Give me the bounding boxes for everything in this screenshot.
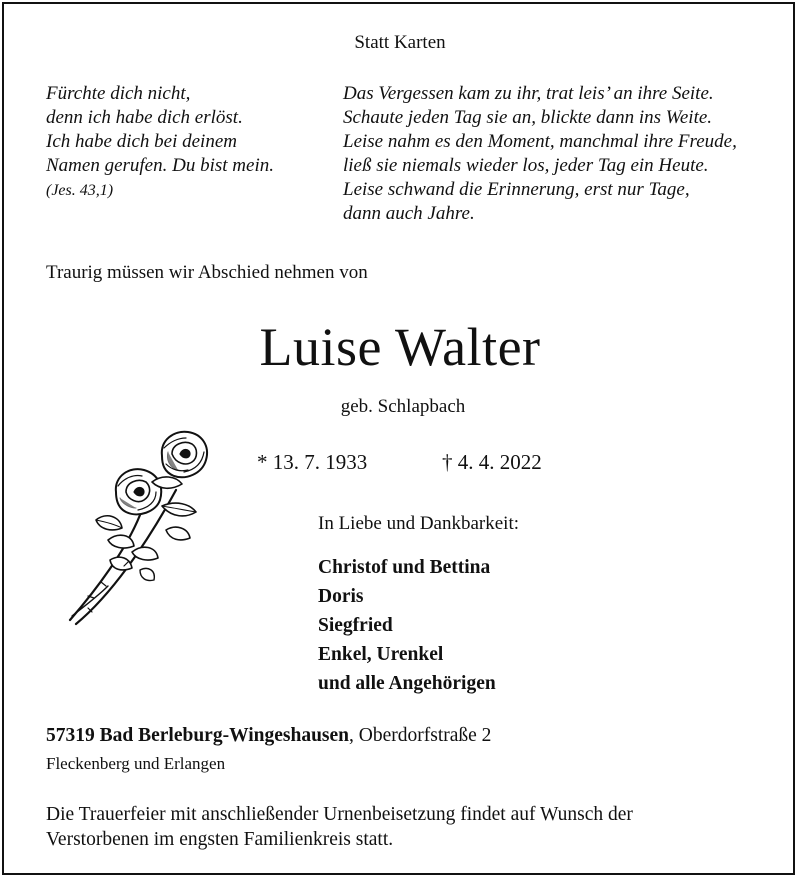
bible-verse	[46, 82, 274, 178]
death-date: † 4. 4. 2022	[442, 450, 542, 474]
address-city: 57319 Bad Berleburg-Wingeshausen	[46, 725, 350, 746]
mourner-name: Enkel, Urenkel	[318, 644, 444, 665]
mourner-name: Siegfried	[318, 615, 393, 636]
poem-line: Leise schwand die Erinnerung, erst nur Tage,	[343, 179, 690, 200]
deceased-name: Luise Walter	[259, 317, 541, 377]
mourners-list	[318, 553, 496, 698]
mourner-name: Christof und Bettina	[318, 557, 491, 578]
verse-line: Ich habe dich bei deinem	[46, 131, 237, 152]
funeral-notice	[46, 802, 633, 852]
mourner-name: Doris	[318, 586, 364, 607]
poem-line: Das Vergessen kam zu ihr, trat leis’ an ihre Seite.	[343, 83, 714, 104]
verse-line: denn ich habe dich erlöst.	[46, 107, 243, 128]
poem-line: ließ sie niemals wieder los, jeder Tag ein Heute.	[343, 155, 709, 176]
notice-line: Verstorbenen im engsten Familienkreis statt.	[46, 829, 394, 850]
roses-icon	[66, 420, 216, 632]
statt-karten-header: Statt Karten	[354, 32, 446, 53]
poem-line: Schaute jeden Tag sie an, blickte dann ins Weite.	[343, 107, 713, 128]
birth-date: * 13. 7. 1933	[257, 450, 368, 474]
verse-line: Namen gerufen. Du bist mein.	[46, 155, 274, 176]
address	[46, 725, 491, 747]
poem	[343, 82, 737, 226]
address-street: , Oberdorfstraße 2	[349, 725, 492, 746]
notice-line: Die Trauerfeier mit anschließender Urnenbeisetzung findet auf Wunsch der	[46, 804, 633, 825]
dedication: In Liebe und Dankbarkeit:	[318, 513, 520, 534]
maiden-name: geb. Schlapbach	[340, 396, 466, 417]
other-places: Fleckenberg und Erlangen	[46, 754, 226, 773]
poem-line: dann auch Jahre.	[343, 203, 475, 224]
mourner-name: und alle Angehörigen	[318, 673, 496, 694]
verse-line: Fürchte dich nicht,	[46, 83, 191, 104]
poem-line: Leise nahm es den Moment, manchmal ihre Freude,	[343, 131, 737, 152]
verse-reference: (Jes. 43,1)	[46, 182, 114, 199]
farewell-intro: Traurig müssen wir Abschied nehmen von	[46, 262, 368, 283]
